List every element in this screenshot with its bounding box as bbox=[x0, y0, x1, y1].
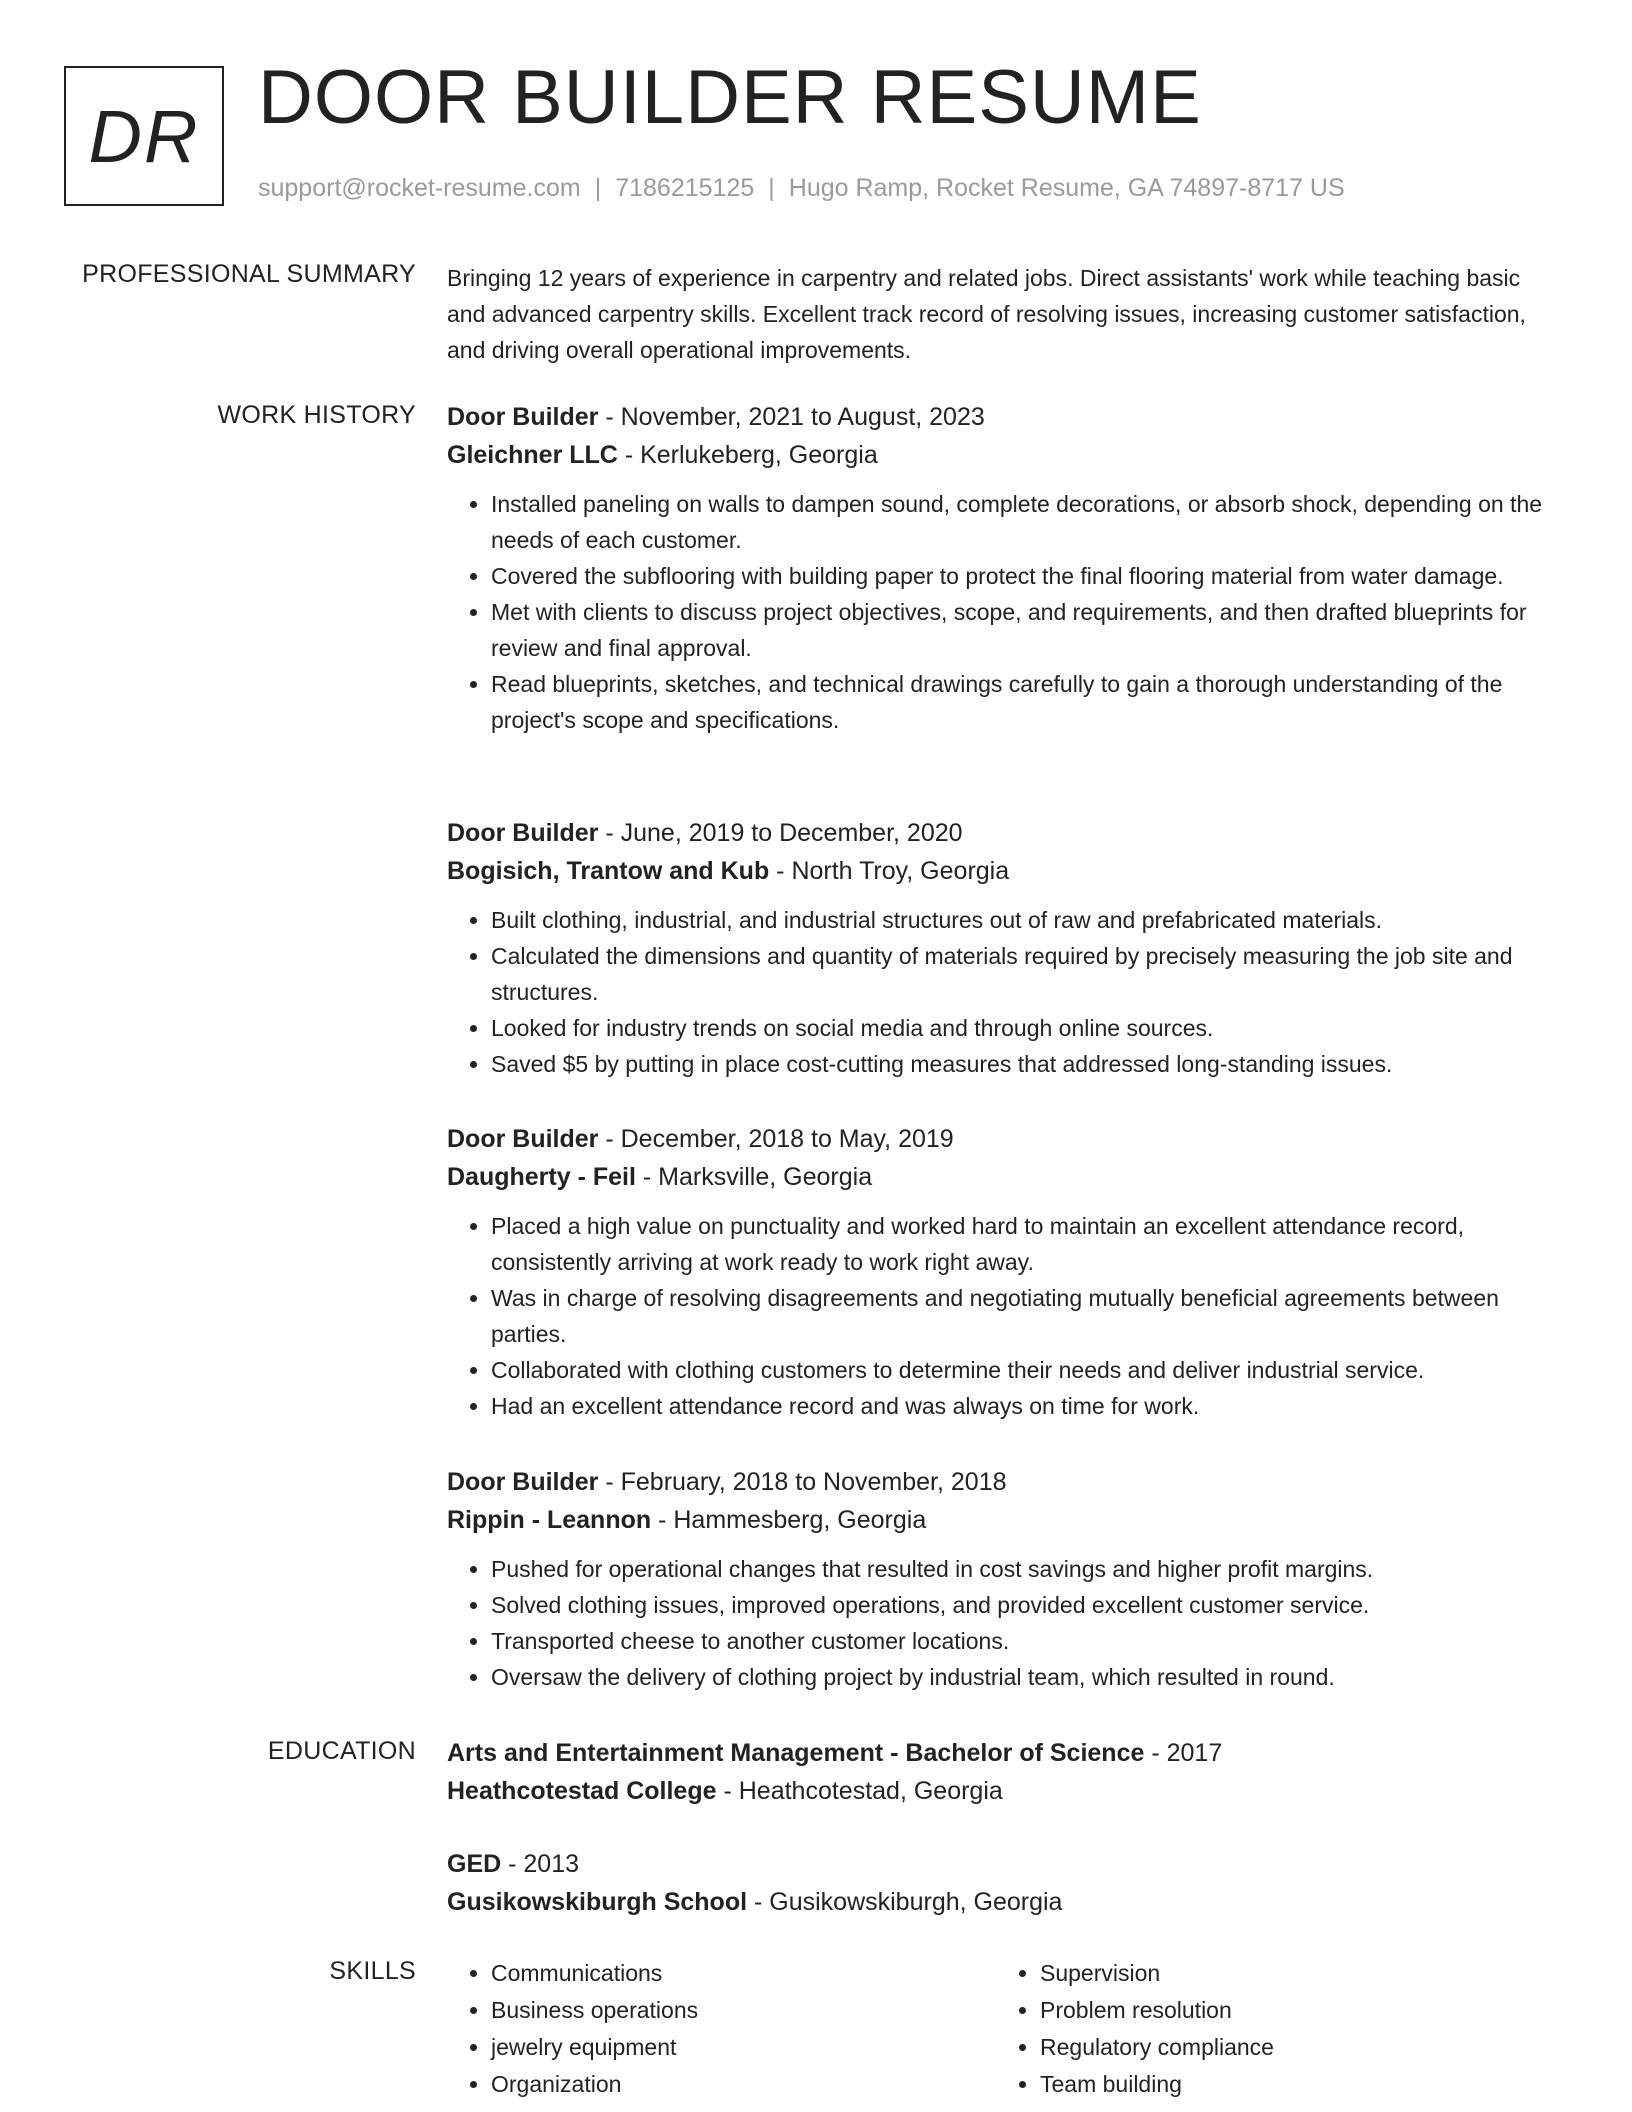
job-dates: - February, 2018 to November, 2018 bbox=[598, 1468, 1007, 1496]
education-degree: GED bbox=[447, 1850, 502, 1878]
education-year: - 2013 bbox=[501, 1850, 580, 1878]
page-title: DOOR BUILDER RESUME bbox=[258, 55, 1202, 140]
section-label-summary: PROFESSIONAL SUMMARY bbox=[82, 260, 416, 288]
education-degree-line bbox=[447, 1734, 1562, 1772]
job-entry bbox=[447, 1463, 1562, 1695]
skill-item: • jewelry equipment bbox=[491, 2029, 996, 2066]
job-title-line bbox=[447, 1120, 1562, 1158]
job-title-line bbox=[447, 1463, 1562, 1501]
job-title: Door Builder bbox=[447, 403, 599, 431]
job-bullets bbox=[447, 486, 1562, 738]
contact-address: Hugo Ramp, Rocket Resume, GA 74897-8717 US bbox=[788, 174, 1345, 202]
education-degree-line bbox=[447, 1845, 1562, 1883]
job-bullets bbox=[447, 1208, 1562, 1424]
contact-line bbox=[258, 174, 1345, 203]
contact-separator: | bbox=[594, 174, 602, 202]
job-dates: - December, 2018 to May, 2019 bbox=[598, 1125, 954, 1153]
list-item: • Read blueprints, sketches, and technical drawings carefully to gain a thorough understanding of the project's scope and specifications. bbox=[491, 666, 1562, 738]
skill-item: • Problem resolution bbox=[1040, 1992, 1545, 2029]
list-item: • Had an excellent attendance record and was always on time for work. bbox=[491, 1388, 1562, 1424]
job-location: - Hammesberg, Georgia bbox=[651, 1506, 927, 1534]
job-location: - Kerlukeberg, Georgia bbox=[617, 441, 878, 469]
skill-item: • Organization bbox=[491, 2066, 996, 2103]
monogram-badge: DR bbox=[64, 66, 224, 206]
list-item: • Built clothing, industrial, and industrial structures out of raw and prefabricated materials. bbox=[491, 902, 1562, 938]
list-item: • Oversaw the delivery of clothing project by industrial team, which resulted in round. bbox=[491, 1659, 1562, 1695]
education-school: Gusikowskiburgh School bbox=[447, 1888, 748, 1916]
skill-item: • Business operations bbox=[491, 1992, 996, 2029]
job-entry bbox=[447, 1120, 1562, 1424]
education-entry bbox=[447, 1734, 1562, 1810]
skill-item: • Communications bbox=[491, 1955, 996, 1992]
list-item: • Installed paneling on walls to dampen sound, complete decorations, or absorb shock, depending on the needs of each customer. bbox=[491, 486, 1562, 558]
list-item: • Was in charge of resolving disagreements and negotiating mutually beneficial agreements between parties. bbox=[491, 1280, 1562, 1352]
education-entry bbox=[447, 1845, 1562, 1921]
job-title: Door Builder bbox=[447, 819, 599, 847]
list-item: • Pushed for operational changes that resulted in cost savings and higher profit margins. bbox=[491, 1551, 1562, 1587]
job-title: Door Builder bbox=[447, 1468, 599, 1496]
job-bullets bbox=[447, 1551, 1562, 1695]
skill-item: • Supervision bbox=[1040, 1955, 1545, 1992]
education-location: - Gusikowskiburgh, Georgia bbox=[747, 1888, 1063, 1916]
list-item: • Looked for industry trends on social media and through online sources. bbox=[491, 1010, 1562, 1046]
list-item: • Saved $5 by putting in place cost-cutting measures that addressed long-standing issues. bbox=[491, 1046, 1562, 1082]
list-item: • Met with clients to discuss project objectives, scope, and requirements, and then drafted blueprints for review and final approval. bbox=[491, 594, 1562, 666]
education-year: - 2017 bbox=[1144, 1739, 1223, 1767]
job-title-line bbox=[447, 398, 1562, 436]
list-item: • Collaborated with clothing customers to determine their needs and deliver industrial service. bbox=[491, 1352, 1562, 1388]
contact-email[interactable]: support@rocket-resume.com bbox=[258, 174, 581, 202]
job-company: Daugherty - Feil bbox=[447, 1163, 636, 1191]
job-dates: - November, 2021 to August, 2023 bbox=[598, 403, 985, 431]
summary-text: Bringing 12 years of experience in carpentry and related jobs. Direct assistants' work while teaching basic and advanced carpentry skills. Excellent track record of resolving issues, increasing customer satisfaction, and driving overall operational improvements. bbox=[447, 265, 1526, 363]
contact-separator: | bbox=[768, 174, 775, 202]
skill-item: • Team building bbox=[1040, 2066, 1545, 2103]
job-company-line bbox=[447, 436, 1562, 474]
job-title: Door Builder bbox=[447, 1125, 599, 1153]
contact-phone[interactable]: 7186215125 bbox=[615, 174, 755, 202]
job-location: - Marksville, Georgia bbox=[635, 1163, 873, 1191]
job-location: - North Troy, Georgia bbox=[769, 857, 1010, 885]
job-company: Bogisich, Trantow and Kub bbox=[447, 857, 770, 885]
job-entry bbox=[447, 398, 1562, 738]
job-company: Gleichner LLC bbox=[447, 441, 618, 469]
skills-columns bbox=[447, 1955, 1562, 2103]
skills-column-left bbox=[447, 1955, 996, 2103]
job-company: Rippin - Leannon bbox=[447, 1506, 652, 1534]
section-label-education: EDUCATION bbox=[267, 1737, 416, 1765]
job-company-line bbox=[447, 1158, 1562, 1196]
job-dates: - June, 2019 to December, 2020 bbox=[598, 819, 963, 847]
list-item: • Calculated the dimensions and quantity of materials required by precisely measuring the job site and structures. bbox=[491, 938, 1562, 1010]
education-degree: Arts and Entertainment Management - Bachelor of Science bbox=[447, 1739, 1145, 1767]
job-bullets bbox=[447, 902, 1562, 1082]
education-location: - Heathcotestad, Georgia bbox=[716, 1777, 1003, 1805]
education-school-line bbox=[447, 1883, 1562, 1921]
list-item: • Covered the subflooring with building paper to protect the final flooring material from water damage. bbox=[491, 558, 1562, 594]
job-company-line bbox=[447, 1501, 1562, 1539]
section-label-work-history: WORK HISTORY bbox=[217, 401, 416, 429]
list-item: • Solved clothing issues, improved operations, and provided excellent customer service. bbox=[491, 1587, 1562, 1623]
skill-item: • Regulatory compliance bbox=[1040, 2029, 1545, 2066]
job-title-line bbox=[447, 814, 1562, 852]
job-entry bbox=[447, 814, 1562, 1082]
list-item: • Transported cheese to another customer locations. bbox=[491, 1623, 1562, 1659]
section-label-skills: SKILLS bbox=[329, 1957, 416, 1985]
list-item: • Placed a high value on punctuality and worked hard to maintain an excellent attendance record, consistently arriving at work ready to work right away. bbox=[491, 1208, 1562, 1280]
job-company-line bbox=[447, 852, 1562, 890]
education-school-line bbox=[447, 1772, 1562, 1810]
education-school: Heathcotestad College bbox=[447, 1777, 717, 1805]
skills-list bbox=[447, 1955, 1562, 2103]
skills-column-right bbox=[996, 1955, 1545, 2103]
